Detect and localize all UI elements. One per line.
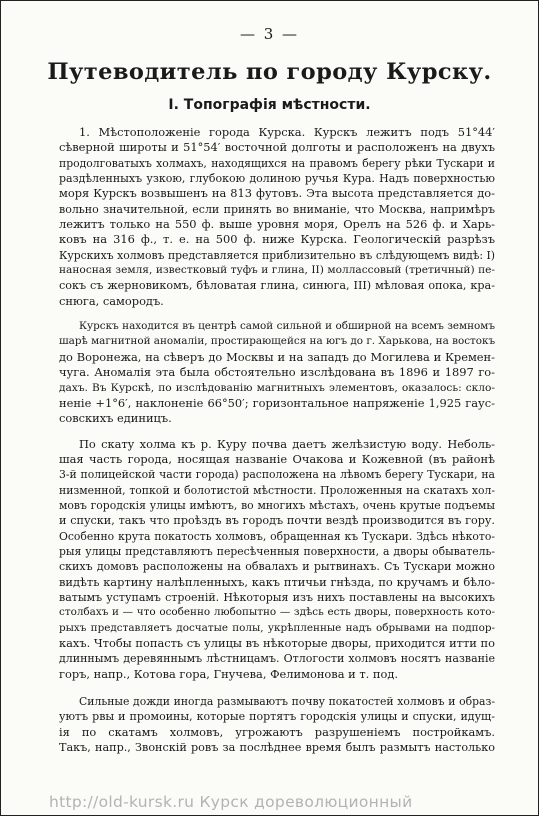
text-line: дахъ. Въ Курскѣ, по изслѣдованію магнитныхъ элементовъ, оказалось: скло- [59, 381, 495, 394]
text-line: лежитъ только на 550 ф. выше уровня моря, Орелъ на 526 ф. и Харь- [59, 217, 495, 232]
paragraph-gap [59, 682, 495, 694]
paragraph-4 [59, 694, 495, 755]
watermark: http://old-kursk.ru Курск дореволюционный [49, 793, 413, 811]
page-title: Путеводитель по городу Курску. [47, 59, 492, 85]
text-line: мовъ городскія улицы имѣютъ, во многихъ мѣстахъ, очень крутые подъемы [59, 498, 495, 512]
paragraph-gap [59, 309, 495, 319]
text-line: шарѣ магнитной аномаліи, простирающейся на югъ до г. Харькова, на востокъ [59, 335, 495, 348]
text-line: Курскъ находится въ центрѣ самой сильной и обширной на всемъ земномъ [79, 320, 495, 333]
text-line: вольно значительной, если принять во вниманіе, что Москва, напримѣръ [59, 202, 495, 216]
text-line: чуга. Аномалія эта была обстоятельно изслѣдована въ 1896 и 1897 го- [59, 365, 495, 380]
text-line: Сильные дожди иногда размываютъ почву покатостей холмовъ и образ- [79, 695, 495, 709]
text-line: видѣть картину налѣпленныхъ, какъ птичьи гнѣзда, по кручамъ и бѣло- [59, 574, 495, 589]
text-line: шая часть города, носящая названіе Очакова и Кожевной (въ районѣ [59, 451, 495, 466]
text-line: ковъ на 316 ф., т. е. на 500 ф. ниже Курска. Геологическій разрѣзъ [59, 232, 495, 247]
text-line: Особенно крута покатость холмовъ, обращенная къ Тускари. Здѣсь нѣкото- [59, 529, 495, 543]
text-line: ватымъ уступамъ строеній. Нѣкоторыя изъ нихъ поставлены на высокихъ [59, 590, 495, 604]
text-line: сѣверной широты и 51°54′ восточной долготы и расположенъ на двухъ [59, 140, 495, 155]
text-line: рыхъ представляетъ досчатые полы, укрѣпленные надъ обрывами на подпор- [59, 621, 495, 634]
text-line: Такъ, напр., Звонскій ровъ за послѣднее время былъ размытъ настолько [59, 741, 495, 755]
text-line: раздѣленныхъ узкою, глубокою долиною ручья Кура. Надъ поверхностью [59, 172, 495, 186]
text-line: По скату холма къ р. Куру почва даетъ желѣзистую воду. Неболь- [79, 436, 495, 451]
text-line: низменной, топкой и болотистой мѣстности. Проложенныя на скатахъ хол- [59, 483, 495, 497]
text-line: кахъ. Чтобы попасть съ улицы въ нѣкоторые дворы, приходится итти по [59, 636, 495, 650]
paragraph-2 [59, 319, 495, 426]
text-line: неніе +1°6′, наклоненіе 66°50′; горизонтальное напряженіе 1,925 гаус- [59, 395, 495, 410]
body-text [59, 125, 495, 755]
paragraph-1 [59, 125, 495, 309]
text-line: до Воронежа, на сѣверъ до Москвы и на западъ до Могилева и Кремен- [59, 349, 495, 364]
text-line: 3-й полицейской части города) расположена на лѣвомъ берегу Тускари, на [59, 468, 495, 482]
section-heading: I. Топографія мѣстности. [168, 97, 371, 113]
text-line: продолговатыхъ холмахъ, находящихся на правомъ берегу рѣки Тускари и [59, 156, 495, 170]
text-line: снюга, самородъ. [59, 293, 164, 308]
text-line: ія по скатамъ холмовъ, угрожаютъ разрушеніемъ постройкамъ. [59, 724, 495, 739]
page-number: — 3 — [239, 25, 300, 43]
text-line: Курскихъ холмовъ представляется приблизительно въ слѣдующемъ видѣ: I) [59, 248, 495, 262]
text-line: моря Курскъ возвышенъ на 813 футовъ. Эта высота представляется до- [59, 186, 495, 201]
text-line: рыя улицы представляютъ пересѣченныя поверхности, а дворы обыватель- [59, 544, 495, 558]
paragraph-3 [59, 437, 495, 683]
text-line: уютъ рвы и промоины, которые портятъ городскія улицы и спуски, идущ- [59, 710, 495, 724]
paragraph-gap [59, 427, 495, 437]
text-line: наносная земля, известковый туфъ и глина, II) моллассовый (третичный) пе- [59, 264, 495, 277]
text-line: скихъ домовъ расположены на обвалахъ и рытвинахъ. Съ Тускари можно [59, 560, 495, 574]
text-line: столбахъ и — что особенно любопытно — здѣсь есть дворы, поверхность кото- [59, 606, 495, 619]
text-line: длиннымъ деревяннымъ лѣстницамъ. Отлогости холмовъ носятъ названіе [59, 652, 495, 666]
text-line: совскихъ единицъ. [59, 411, 172, 426]
text-line: и спуски, такъ что проѣздъ въ городъ почти вездѣ производится въ гору. [59, 514, 495, 528]
text-line: 1. Мѣстоположеніе города Курска. Курскъ лежитъ подъ 51°44′ [79, 125, 495, 139]
text-line: горъ, напр., Котова гора, Гнучева, Фелимонова и т. под. [59, 666, 398, 681]
text-line: сокъ съ жерновикомъ, бѣловатая глина, синюга, III) мѣловая опока, кра- [59, 279, 495, 293]
